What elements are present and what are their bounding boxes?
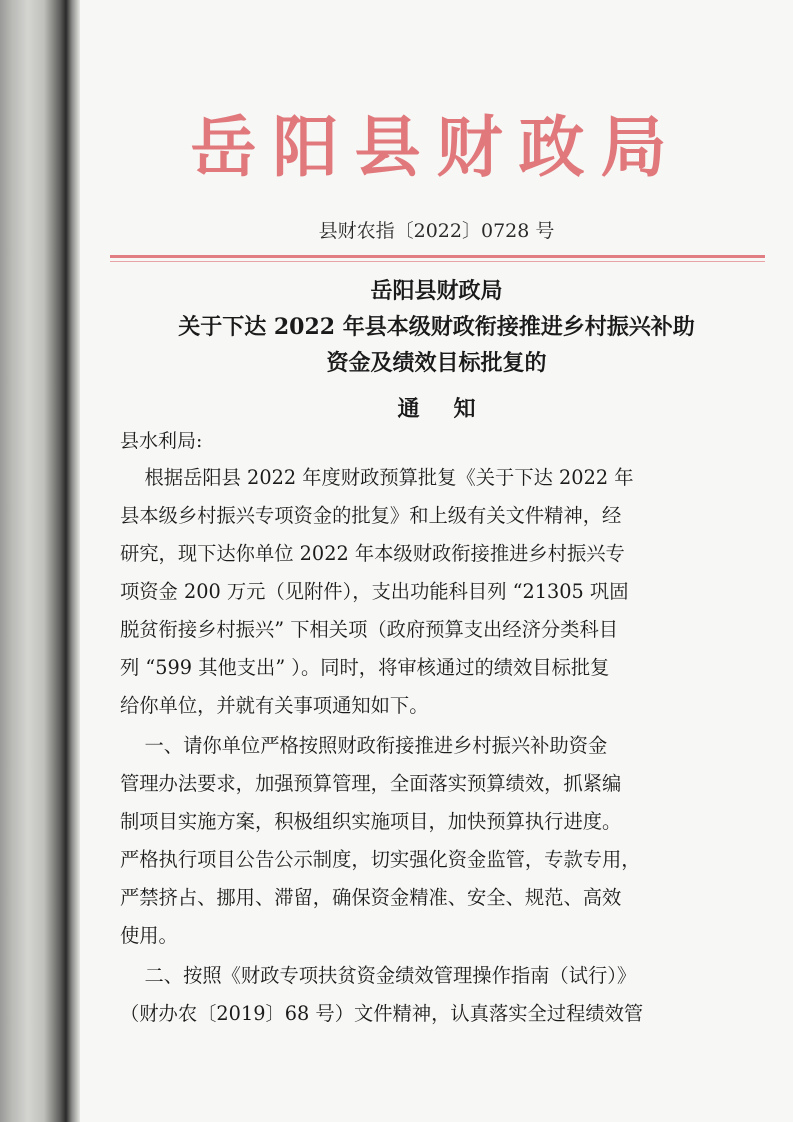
title-line-notice: 通知 [397, 396, 510, 422]
body-line: 脱贫衔接乡村振兴” 下相关项（政府预算支出经济分类科目 [120, 618, 619, 641]
title-line-issuer: 岳阳县财政局 [370, 278, 503, 304]
addressee: 县水利局: [120, 430, 203, 452]
red-separator-line-thin [110, 261, 765, 262]
red-separator-line [110, 255, 765, 258]
document-page [80, 0, 793, 1122]
body-line: 管理办法要求，加强预算管理，全面落实预算绩效，抓紧编 [120, 772, 622, 795]
document-number: 县财农指〔2022〕0728 号 [318, 220, 555, 242]
body-line: 研究，现下达你单位 2022 年本级财政衔接推进乡村振兴专 [120, 542, 625, 565]
body-line: 二、按照《财政专项扶贫资金绩效管理操作指南（试行）》 [120, 964, 637, 987]
body-line: 县本级乡村振兴专项资金的批复》和上级有关文件精神，经 [120, 504, 622, 527]
body-line: 制项目实施方案，积极组织实施项目，加快预算执行进度。 [120, 810, 622, 833]
body-line: 一、请你单位严格按照财政衔接推进乡村振兴补助资金 [120, 734, 608, 757]
body-line: 根据岳阳县 2022 年度财政预算批复《关于下达 2022 年 [120, 466, 634, 489]
title-line-subject-cont: 资金及绩效目标批复的 [326, 350, 547, 376]
body-line: 使用。 [120, 924, 178, 947]
scan-binding-shadow [0, 0, 86, 1122]
body-line: （财办农〔2019〕68 号）文件精神，认真落实全过程绩效管 [120, 1002, 644, 1025]
body-line: 严格执行项目公告公示制度，切实强化资金监管，专款专用， [120, 848, 641, 871]
body-line: 列 “599 其他支出” ）。同时，将审核通过的绩效目标批复 [120, 656, 610, 679]
body-line: 严禁挤占、挪用、滞留，确保资金精准、安全、规范、高效 [120, 886, 622, 909]
letterhead-title: 岳阳县财政局 [190, 108, 683, 186]
body-line: 项资金 200 万元（见附件），支出功能科目列 “21305 巩固 [120, 580, 629, 603]
body-line: 给你单位，并就有关事项通知如下。 [120, 694, 429, 717]
title-line-subject: 关于下达 2022 年县本级财政衔接推进乡村振兴补助 [178, 314, 695, 340]
